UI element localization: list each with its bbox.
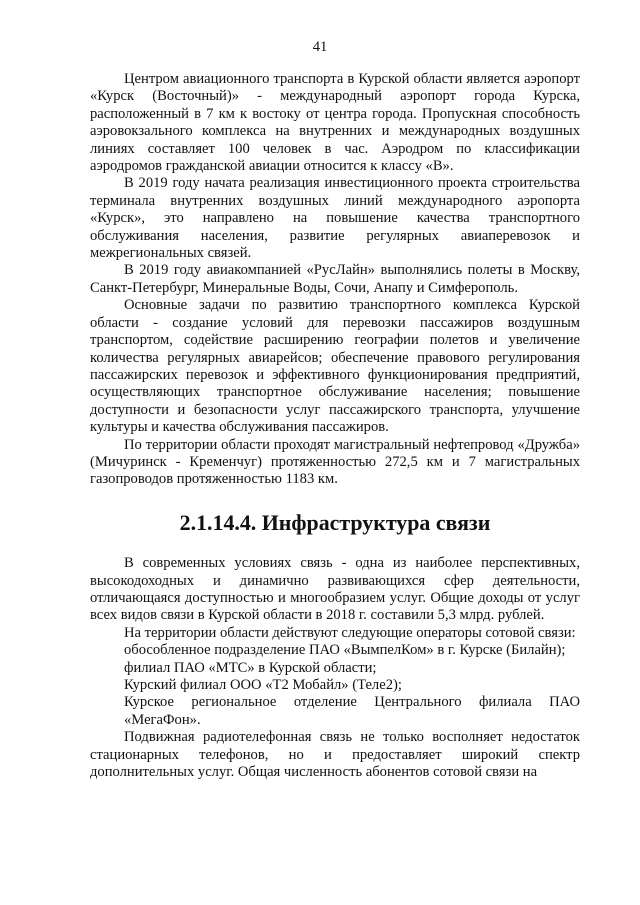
paragraph-pipelines: По территории области проходят магистральный нефтепровод «Дружба» (Мичуринск - Кременчуг) протяженностью 272,5 км и 7 магистральных газопроводов протяженностью 1183 км. [90, 436, 580, 488]
list-item-operator-megafon: Курское региональное отделение Центрального филиала ПАО «МегаФон». [124, 694, 580, 728]
paragraph-rusline-flights: В 2019 году авиакомпанией «РусЛайн» выполнялись полеты в Москву, Санкт-Петербург, Минеральные Воды, Сочи, Анапу и Симферополь. [90, 262, 580, 296]
list-item-operator-mts: филиал ПАО «МТС» в Курской области; [124, 659, 377, 676]
paragraph-communications-intro: В современных условиях связь - одна из наиболее перспективных, высокодоходных и динамично развивающихся сфер деятельности, отличающаяся доступностью и многообразием услуг. Общие доходы от услуг всех видов связи в Курской области в 2018 г. составили 5,3 млрд. рублей. [90, 555, 580, 624]
paragraph-mobile-services: Подвижная радиотелефонная связь не только восполняет недостаток стационарных телефонов, но и предоставляет широкий спектр дополнительных услуг. Общая численность абонентов сотовой связи на [90, 729, 580, 781]
paragraph-transport-tasks: Основные задачи по развитию транспортного комплекса Курской области - создание условий для перевозки пассажиров воздушным транспортом, содействие расширению географии полетов и увеличение количества регулярных авиарейсов; обеспечение правового регулирования пассажирских перевозок и эффективного функционирования предприятий, осуществляющих транспортное обслуживание населения; повышение доступности и безопасности услуг пассажирского транспорта, улучшение культуры и качества обслуживания пассажиров. [90, 297, 580, 436]
section-heading: 2.1.14.4. Инфраструктура связи [179, 509, 491, 535]
paragraph-airport: Центром авиационного транспорта в Курской области является аэропорт «Курск (Восточный)» - международный аэропорт города Курска, расположенный в 7 км к востоку от центра города. Пропускная способность аэровокзального комплекса на внутренних и международных воздушных линиях составляет 100 человек в час. Аэродром по классификации аэродромов гражданской авиации относится к классу «В». [90, 71, 580, 175]
paragraph-operators-intro: На территории области действуют следующие операторы сотовой связи: [124, 624, 576, 641]
paragraph-terminal-project: В 2019 году начата реализация инвестиционного проекта строительства терминала внутренних воздушных линий международного аэропорта «Курск», это направлено на повышение качества транспортного обслуживания населения, развитие регулярных авиаперевозок и межрегиональных связей. [90, 175, 580, 262]
document-body [90, 71, 580, 781]
list-item-operator-tele2: Курский филиал ООО «Т2 Мобайл» (Теле2); [124, 677, 402, 693]
page-number: 41 [312, 39, 328, 55]
list-item-operator-beeline: обособленное подразделение ПАО «ВымпелКом» в г. Курске (Билайн); [124, 642, 566, 659]
